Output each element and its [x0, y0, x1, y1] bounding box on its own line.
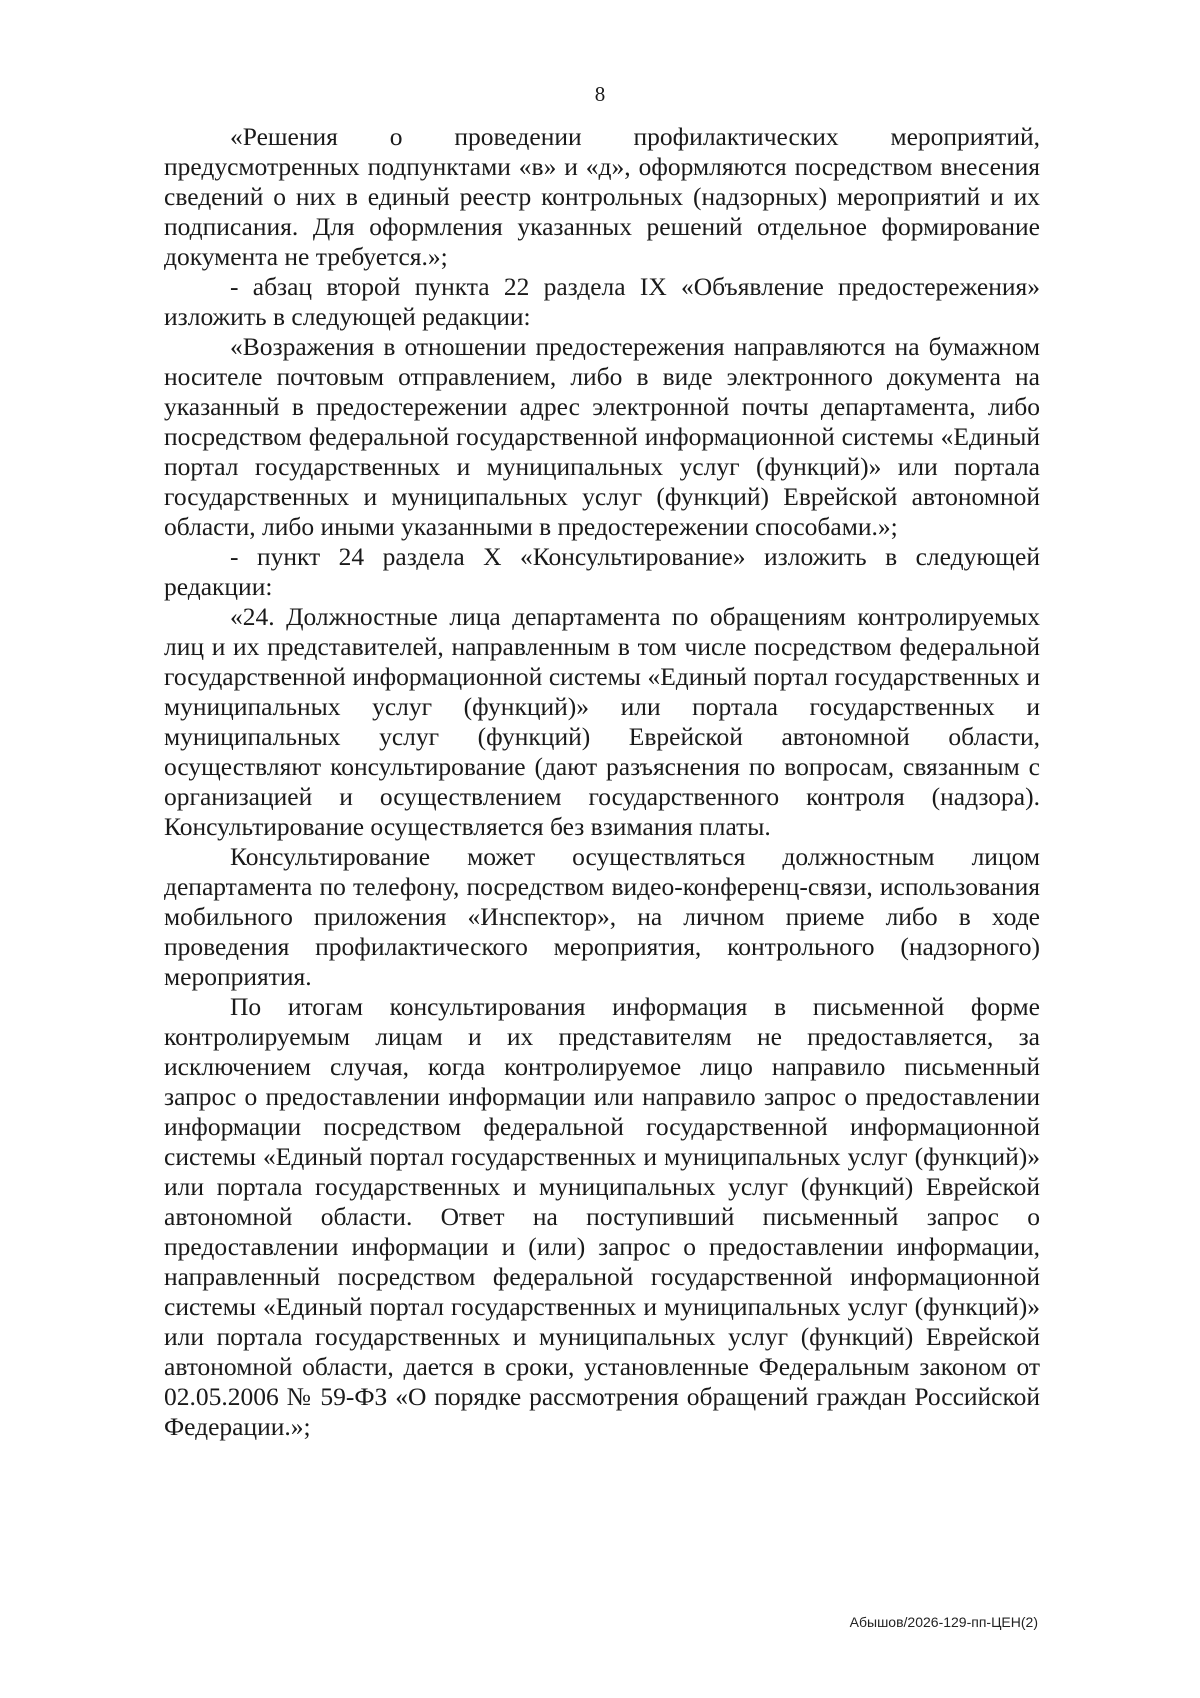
document-footer-code: Абышов/2026-129-пп-ЦЕН(2)	[849, 1614, 1038, 1630]
paragraph-decision-registration: «Решения о проведении профилактических мероприятий, предусмотренных подпунктами «в» и «д», оформляются посредством внесения сведений о них в единый реестр контрольных (надзорных) мероприятий и их подписания. Для оформления указанных решений отдельное формирование документа не требуется.»;	[164, 122, 1040, 271]
paragraph-amendment-item-22: - абзац второй пункта 22 раздела IX «Объявление предостережения» изложить в следующей редакции:	[164, 272, 1040, 331]
paragraph-amendment-item-24: - пункт 24 раздела X «Консультирование» изложить в следующей редакции:	[164, 542, 1040, 601]
page-number: 8	[594, 82, 606, 106]
paragraph-consulting-officials: «24. Должностные лица департамента по обращениям контролируемых лиц и их представителей, направленным в том числе посредством федеральной государственной информационной системы «Единый портал государственных и муниципальных услуг (функций)» или портала государственных и муниципальных услуг (функций) Еврейской автономной области, осуществляют консультирование (дают разъяснения по вопросам, связанным с организацией и осуществлением государственного контроля (надзора). Консультирование осуществляется без взимания платы.	[164, 602, 1040, 841]
paragraph-consulting-results: По итогам консультирования информация в письменной форме контролируемым лицам и их представителям не предоставляется, за исключением случая, когда контролируемое лицо направило письменный запрос о предоставлении информации или направило запрос о предоставлении информации посредством федеральной государственной информационной системы «Единый портал государственных и муниципальных услуг (функций)» или портала государственных и муниципальных услуг (функций) Еврейской автономной области. Ответ на поступивший письменный запрос о предоставлении информации и (или) запрос о предоставлении информации, направленный посредством федеральной государственной информационной системы «Единый портал государственных и муниципальных услуг (функций)» или портала государственных и муниципальных услуг (функций) Еврейской автономной области, дается в сроки, установленные Федеральным законом от 02.05.2006 № 59-ФЗ «О порядке рассмотрения обращений граждан Российской Федерации.»;	[164, 992, 1040, 1441]
paragraph-objections-warning: «Возражения в отношении предостережения направляются на бумажном носителе почтовым отправлением, либо в виде электронного документа на указанный в предостережении адрес электронной почты департамента, либо посредством федеральной государственной информационной системы «Единый портал государственных и муниципальных услуг (функций)» или портала государственных и муниципальных услуг (функций) Еврейской автономной области, либо иными указанными в предостережении способами.»;	[164, 332, 1040, 541]
document-body	[164, 122, 1040, 1442]
paragraph-consulting-methods: Консультирование может осуществляться должностным лицом департамента по телефону, посредством видео-конференц-связи, использования мобильного приложения «Инспектор», на личном приеме либо в ходе проведения профилактического мероприятия, контрольного (надзорного) мероприятия.	[164, 842, 1040, 991]
